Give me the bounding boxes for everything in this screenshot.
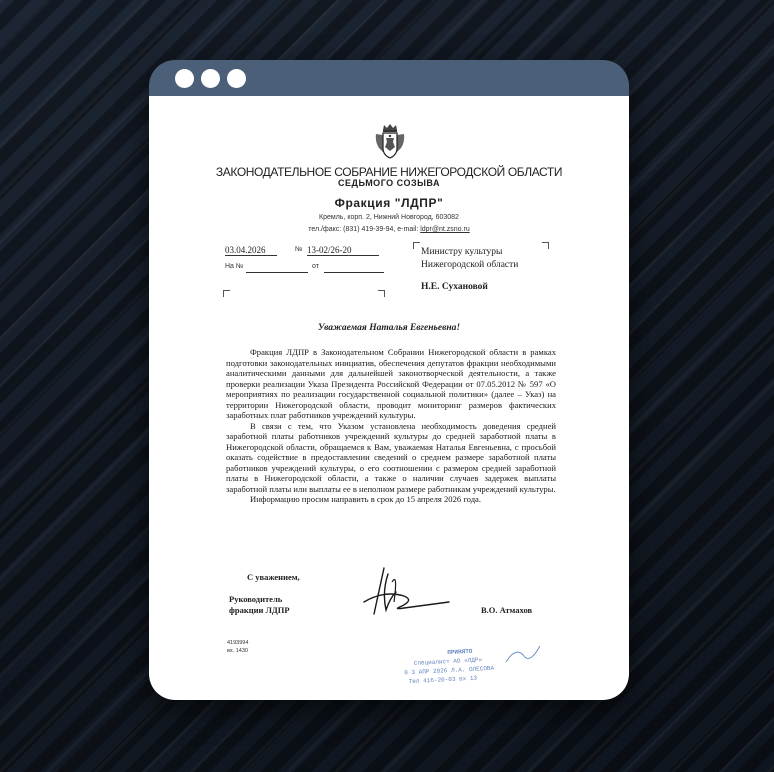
corner-mark bbox=[223, 290, 230, 297]
from-label: от bbox=[312, 263, 319, 270]
ref-label: На № bbox=[225, 263, 244, 270]
reg-date: 03.04.2026 bbox=[225, 245, 277, 256]
stamp-line2: Специалист АО «ЛДР» bbox=[413, 656, 483, 667]
email-link[interactable]: ldpr@nt.zsno.ru bbox=[420, 226, 470, 233]
window-control-dot[interactable] bbox=[201, 69, 220, 88]
closing-regards: С уважением, bbox=[247, 572, 300, 582]
window-control-dot[interactable] bbox=[175, 69, 194, 88]
ref-number-line bbox=[246, 272, 308, 273]
signer-name: В.О. Атмахов bbox=[481, 605, 533, 615]
from-date-line bbox=[324, 272, 384, 273]
faction-name: Фракция "ЛДПР" bbox=[334, 196, 444, 210]
coat-of-arms-icon bbox=[374, 122, 406, 160]
corner-mark bbox=[542, 242, 549, 249]
paragraph: Фракция ЛДПР в Законодательном Собрании Нижегородской области в рамках подготовки законодательных инициатив, обеспечения депутатов фракции необходимыми аналитическими данными для дальнейшей законотворческой деятельности, а также проверки реализации Указа Президента Российской Федерации от 07.05.2012 № 597 «О мероприятиях по реализации государственной социальной политики» (далее – Указ) на территории Нижегородской области, проводит мониторинг размеров фактических заработных плат работников учреждений культуры. bbox=[226, 347, 556, 420]
recipient-line2: Нижегородской области bbox=[421, 260, 519, 270]
window-titlebar bbox=[149, 60, 629, 98]
contacts bbox=[149, 226, 629, 233]
convocation: СЕДЬМОГО СОЗЫВА bbox=[338, 178, 440, 188]
greeting: Уважаемая Наталья Евгеньевна! bbox=[317, 323, 461, 333]
footer-ref-line1: 4193994 bbox=[227, 640, 249, 646]
reg-number: 13-02/26-20 bbox=[307, 245, 379, 256]
stamp-line1: ПРИНЯТО bbox=[447, 647, 473, 657]
stamp-line3: 0 3 АПР 2026 Л.А. ОЛЕСОВА bbox=[404, 664, 495, 677]
footer-ref-line2: вх. 1430 bbox=[227, 648, 248, 654]
reg-number-label: № bbox=[295, 246, 303, 253]
corner-mark bbox=[378, 290, 385, 297]
org-name: ЗАКОНОДАТЕЛЬНОЕ СОБРАНИЕ НИЖЕГОРОДСКОЙ ОБЛАСТИ bbox=[215, 165, 563, 179]
position-line2: фракции ЛДПР bbox=[229, 605, 290, 615]
stamp-scribble bbox=[504, 642, 544, 668]
corner-mark bbox=[413, 242, 420, 249]
recipient-name: Н.Е. Сухановой bbox=[421, 282, 488, 292]
contacts-phone: тел./факс: (831) 419-39-94, e-mail: bbox=[308, 226, 421, 233]
document-window bbox=[149, 60, 629, 700]
paragraph: Информацию просим направить в срок до 15 апреля 2026 года. bbox=[250, 494, 482, 504]
recipient-line1: Министру культуры bbox=[421, 247, 503, 257]
address: Кремль, корп. 2, Нижний Новгород, 603082 bbox=[319, 214, 459, 221]
document-page bbox=[149, 96, 629, 700]
signature-image bbox=[344, 562, 454, 626]
letter-body bbox=[226, 347, 556, 505]
window-control-dot[interactable] bbox=[227, 69, 246, 88]
stamp-line4: Тел 416-20-03 вх 13 bbox=[408, 674, 478, 686]
paragraph: В связи с тем, что Указом установлена необходимость доведения средней заработной платы работников учреждений культуры до средней заработной платы в Нижегородской области, обращаемся к Вам, уважаемая Наталья Евгеньевна, с просьбой оказать содействие в предоставлении сведений о среднем размере заработной платы работников учреждений культуры, о его соотношении с размером средней заработной платы в Нижегородской области, а также о наличии случаев задержек выплаты заработной платы или выплаты ее в неполном размере работникам учреждений культуры. bbox=[226, 420, 556, 494]
position-line1: Руководитель bbox=[229, 594, 283, 604]
